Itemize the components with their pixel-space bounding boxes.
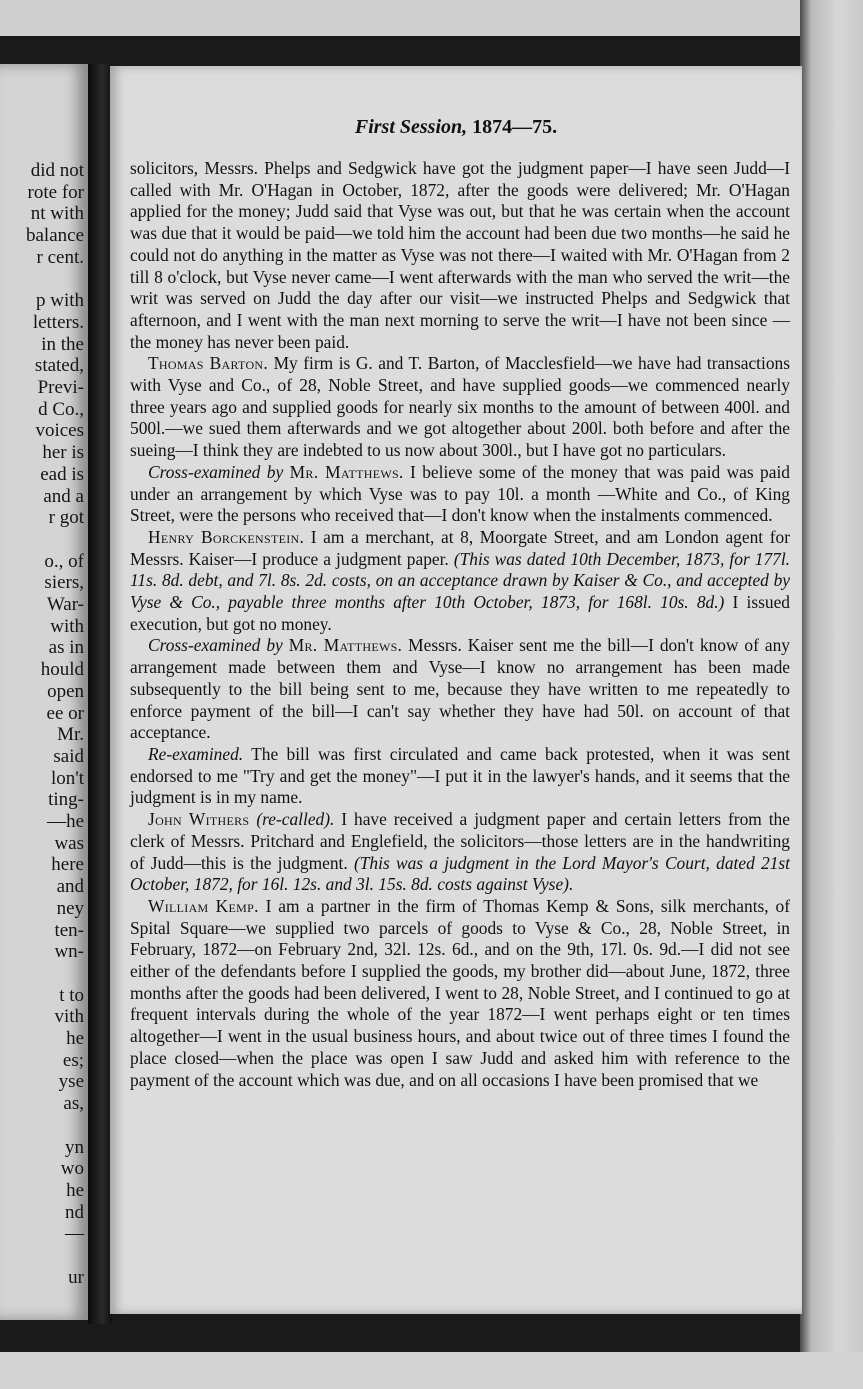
- paragraph-1: solicitors, Messrs. Phelps and Sedgwick have got the judgment paper—I have seen Judd—I called with Mr. O'Hagan in October, 1872, after the goods were delivered; Mr. O'Hagan applied for the money; Judd said that Vyse was out, but that he was certain when the account was due that it would be paid—we told him the account had been due two months—he said he could not do anything in the matter as Vyse was not there—I waited with Mr. O'Hagan from 2 till 8 o'clock, but Vyse never came—I went afterwards with the man who served the writ—the writ was served on Judd the day after our visit—we instructed Phelps and Sedgwick that afternoon, and I went with the man next morning to serve the writ—I have not been since —the money has never been paid.: [130, 158, 790, 352]
- left-page-line: d Co.,: [38, 398, 84, 420]
- paragraph-john-withers: John Withers (re-called). I have received a judgment paper and certain letters from the clerk of Messrs. Pritchard and Englefield, the solicitors—those letters are in the handwriting of Judd—this is the judgment. (This was a judgment in the Lord Mayor's Court, dated 21st October, 1872, for 16l. 12s. and 3l. 15s. 8d. costs against Vyse).: [130, 809, 790, 895]
- book-gutter: [88, 64, 112, 1324]
- left-page-line: and a: [43, 485, 84, 507]
- left-page-line: balance: [25, 225, 84, 247]
- left-page-line: War-: [46, 594, 84, 615]
- left-page-line: —he: [47, 811, 84, 832]
- left-page-line: siers,: [44, 572, 84, 594]
- left-page-line: was: [54, 832, 84, 854]
- left-facing-page: [0, 64, 88, 1320]
- left-page-line: hould: [40, 659, 84, 681]
- left-page-line: letters.: [32, 311, 84, 333]
- witness-name: Henry Borckenstein.: [148, 526, 305, 547]
- left-page-line: her is: [42, 442, 84, 464]
- left-page-line: open: [47, 680, 84, 702]
- left-page-line: said: [53, 745, 84, 767]
- left-page-line: p with: [35, 290, 84, 312]
- left-page-line: he: [66, 1028, 84, 1049]
- left-page-line: as,: [63, 1093, 84, 1115]
- main-page: [110, 66, 802, 1314]
- left-page-line: ting-: [48, 789, 84, 811]
- paragraph-cross-examined-1: Cross-examined by Mr. Matthews. I believe some of the money that was paid was paid under an arrangement by which Vyse was to pay 10l. a month —White and Co., of King Street, were the persons who received that—I don't know when the instalments commenced.: [130, 461, 790, 526]
- witness-name: John Withers: [148, 809, 250, 830]
- scan-right-margin: [800, 0, 863, 1389]
- left-page-line: he: [66, 1179, 84, 1201]
- left-page-line: Previ-: [37, 377, 84, 398]
- left-page-line: stated,: [34, 355, 84, 377]
- left-page-line: ten-: [54, 919, 84, 941]
- left-page-line: nt with: [30, 203, 84, 225]
- left-page-line: Mr.: [57, 724, 84, 746]
- left-page-line: yn: [65, 1136, 84, 1158]
- scan-top-margin: [0, 0, 800, 36]
- left-page-line: —: [65, 1223, 84, 1245]
- left-page-line: nd: [65, 1201, 84, 1223]
- left-page-line: r got: [48, 507, 84, 529]
- left-page-line: vith: [54, 1006, 84, 1028]
- left-page-line: ur: [68, 1266, 84, 1288]
- left-page-line: ney: [56, 897, 84, 919]
- left-page-line: rote for: [27, 181, 84, 203]
- left-page-line: es;: [62, 1049, 84, 1071]
- paragraph-cross-examined-2: Cross-examined by Mr. Matthews. Messrs. Kaiser sent me the bill—I don't know of any arrangement made between them and Vyse—I know no arrangement has been made subsequently to the bill being sent to me, because they have written to me repeatedly to enforce payment of the bill—I can't say whether they have had 50l. on account of that acceptance.: [130, 635, 790, 743]
- paragraph-re-examined: Re-examined. The bill was first circulated and came back protested, when it was sent endorsed to me "Try and get the money"—I put it in the lawyer's hands, and it seems that the judgment is in my name.: [130, 743, 790, 808]
- left-page-line: and: [56, 876, 84, 898]
- counsel-name: Mr. Matthews.: [288, 635, 403, 656]
- page-header: [110, 116, 802, 139]
- left-page-line: ead is: [40, 463, 84, 485]
- left-page-line: voices: [35, 420, 84, 442]
- session-years: 1874—75.: [472, 116, 558, 138]
- left-page-line: in the: [41, 333, 84, 355]
- left-page-line: lon't: [51, 767, 84, 789]
- left-page-line: r cent.: [36, 246, 84, 268]
- body-text: [130, 158, 790, 1091]
- left-page-line: wo: [60, 1158, 84, 1180]
- counsel-name: Mr. Matthews.: [289, 461, 404, 482]
- scan-bottom-margin: [0, 1352, 863, 1389]
- left-page-line: as in: [48, 637, 84, 659]
- left-page-line: o., of: [44, 550, 84, 572]
- paragraph-henry-borckenstein: Henry Borckenstein. I am a merchant, at 8, Moorgate Street, and am London agent for Messrs. Kaiser—I produce a judgment paper. (This was dated 10th December, 1873, for 177l. 11s. 8d. debt, and 7l. 8s. 2d. costs, on an acceptance drawn by Kaiser & Co., and accepted by Vyse & Co., payable three months after 10th October, 1873, for 168l. 10s. 8d.) I issued execution, but got no money.: [130, 526, 791, 634]
- paragraph-thomas-barton: Thomas Barton. My firm is G. and T. Barton, of Macclesfield—we have had transactions with Vyse and Co., of 28, Noble Street, and have supplied goods—we commenced nearly three years ago and supplied goods for nearly six months to the amount of between 400l. and 500l.—we sued them afterwards and we got altogether about 200l. both before and after the sueing—I think they are indebted to us now about 300l., but I have got no particulars.: [130, 353, 790, 461]
- witness-name: Thomas Barton.: [148, 353, 269, 374]
- left-page-line: did not: [30, 160, 84, 181]
- left-page-line: with: [50, 615, 84, 637]
- paragraph-william-kemp: William Kemp. I am a partner in the firm of Thomas Kemp & Sons, silk merchants, of Spital Square—we supplied two parcels of goods to Vyse & Co., 28, Noble Street, in February, 1872—on February 2nd, 32l. 12s. 6d., and on the 9th, 17l. 0s. 9d.—I did not see either of the defendants before I supplied the goods, my brother did—about June, 1872, three months after the goods had been delivered, I went to 28, Noble Street, and I continued to go at frequent intervals during the whole of the year 1872—I went perhaps eight or ten times altogether—I went in the usual business hours, and about twice out of three times I found the place closed—when the place was open I saw Judd and asked him with reference to the payment of the account which was due, and on all occasions I have been promised that we: [130, 895, 790, 1090]
- left-page-line: yse: [58, 1071, 84, 1093]
- witness-name: William Kemp.: [148, 895, 259, 916]
- session-title: First Session,: [354, 116, 468, 138]
- left-page-line: t to: [59, 984, 84, 1006]
- left-page-line: ee or: [46, 702, 84, 724]
- left-page-line: wn-: [54, 941, 84, 963]
- left-page-line: here: [51, 854, 84, 876]
